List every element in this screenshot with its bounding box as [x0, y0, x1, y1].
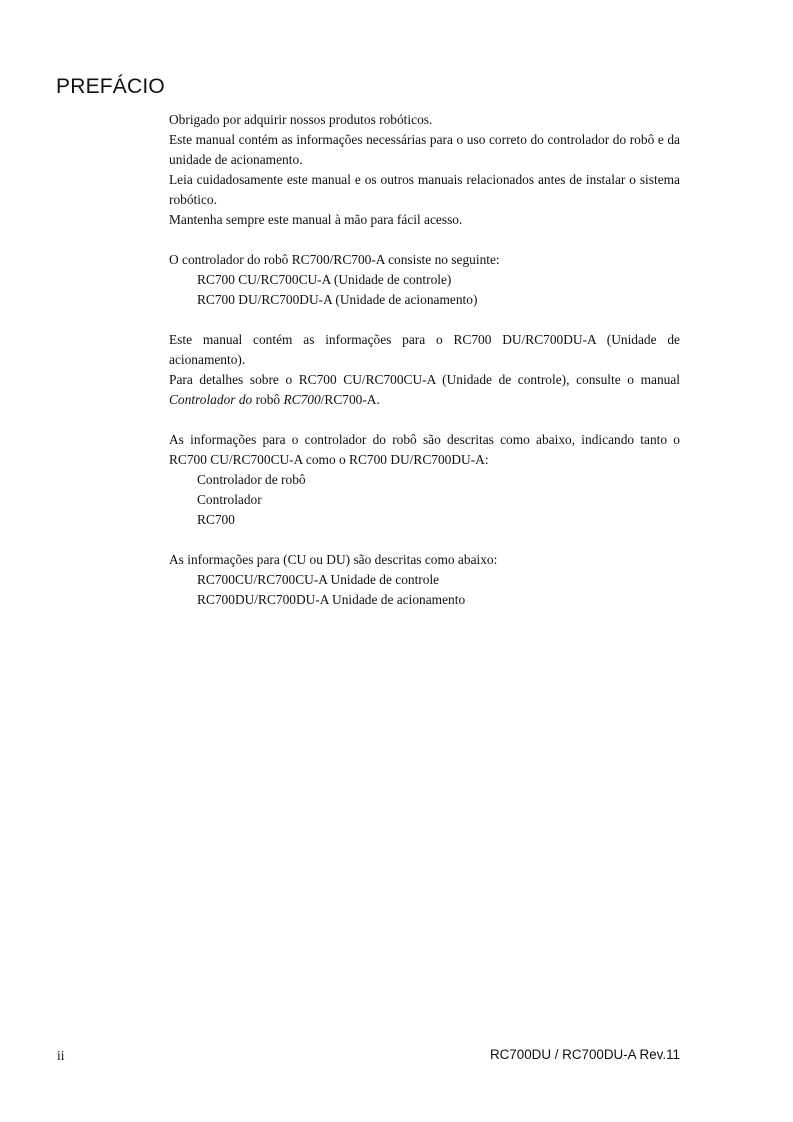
page-title: PREFÁCIO — [56, 75, 165, 98]
intro-read-carefully: Leia cuidadosamente este manual e os outros manuais relacionados antes de instalar o sistema robótico. — [169, 172, 680, 207]
described-item: RC700 — [197, 512, 235, 527]
intro-manual-contents: Este manual contém as informações necessárias para o uso correto do controlador do robô e da unidade de acionamento. — [169, 132, 680, 167]
footer-page-number: ii — [57, 1048, 65, 1063]
consists-lead: O controlador do robô RC700/RC700-A consiste no seguinte: — [169, 252, 500, 267]
described-item: Controlador de robô — [197, 472, 306, 487]
footer-document-id: RC700DU / RC700DU-A Rev.11 — [489, 1047, 680, 1062]
intro-keep-handy: Mantenha sempre este manual à mão para fácil acesso. — [169, 212, 463, 227]
preface-body — [169, 110, 680, 610]
described-item: Controlador — [197, 492, 262, 507]
manual-title-italic: Controlador do — [169, 392, 253, 407]
described-lead: As informações para o controlador do robô são descritas como abaixo, indicando tanto o RC700 CU/RC700CU-A como o RC700 DU/RC700DU-A: — [169, 432, 680, 467]
intro-thanks: Obrigado por adquirir nossos produtos robóticos. — [169, 112, 433, 127]
contents-cu-reference: Para detalhes sobre o RC700 CU/RC700CU-A (Unidade de controle), consulte o manual Controlador do robô RC700/RC700-A. — [169, 372, 680, 407]
contents-du-info: Este manual contém as informações para o RC700 DU/RC700DU-A (Unidade de acionamento). — [169, 332, 680, 367]
units-item-cu: RC700CU/RC700CU-A Unidade de controle — [197, 572, 440, 587]
consists-item-cu: RC700 CU/RC700CU-A (Unidade de controle) — [197, 272, 452, 287]
units-item-du: RC700DU/RC700DU-A Unidade de acionamento — [197, 592, 466, 607]
consists-item-du: RC700 DU/RC700DU-A (Unidade de acionamento) — [197, 292, 478, 307]
units-lead: As informações para (CU ou DU) são descritas como abaixo: — [169, 552, 498, 567]
manual-model-italic: RC700 — [283, 392, 321, 407]
